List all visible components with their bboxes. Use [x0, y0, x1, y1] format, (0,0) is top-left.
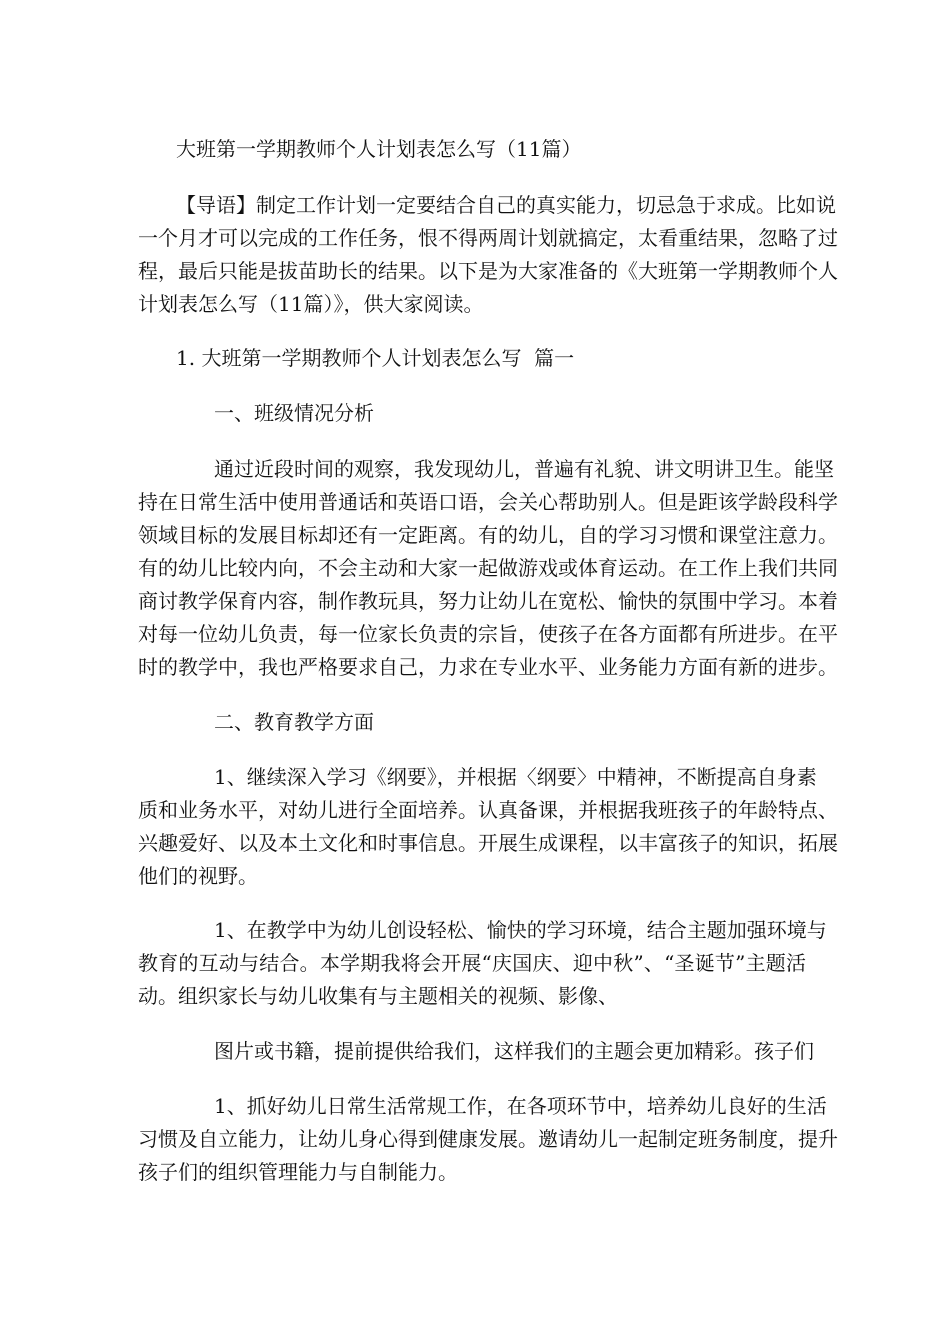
para-4-line-1: 图片或书籍，提前提供给我们，这样我们的主题会更加精彩。孩子们 [214, 1039, 814, 1063]
para-2-line-1: 1、继续深入学习《纲要》，并根据〈纲要〉中精神，不断提高自身素 [214, 765, 817, 789]
para-1-line-6: 对每一位幼儿负责，每一位家长负责的宗旨，使孩子在各方面都有所进步。在平 [138, 622, 838, 646]
para-3-line-1: 1、在教学中为幼儿创设轻松、愉快的学习环境，结合主题加强环境与 [214, 918, 827, 942]
document-title: 大班第一学期教师个人计划表怎么写（11篇） [176, 137, 582, 161]
intro-line-3: 程，最后只能是拔苗助长的结果。以下是为大家准备的《大班第一学期教师个人 [138, 259, 838, 283]
para-3-line-3: 动。组织家长与幼儿收集有与主题相关的视频、影像、 [138, 984, 618, 1008]
para-1-line-3: 领域目标的发展目标却还有一定距离。有的幼儿，自的学习习惯和课堂注意力。 [138, 523, 838, 547]
intro-line-2: 一个月才可以完成的工作任务，恨不得两周计划就搞定，太看重结果，忽略了过 [138, 226, 838, 250]
para-1-line-5: 商讨教学保育内容，制作教玩具，努力让幼儿在宽松、愉快的氛围中学习。本着 [138, 589, 838, 613]
subheading-class-analysis: 一、班级情况分析 [214, 401, 374, 425]
para-1-line-2: 持在日常生活中使用普通话和英语口语，会关心帮助别人。但是距该学龄段科学 [138, 490, 838, 514]
subheading-teaching: 二、教育教学方面 [214, 710, 374, 734]
para-1-line-7: 时的教学中，我也严格要求自己，力求在专业水平、业务能力方面有新的进步。 [138, 655, 838, 679]
para-2-line-2: 质和业务水平，对幼儿进行全面培养。认真备课，并根据我班孩子的年龄特点、 [138, 798, 838, 822]
intro-line-4: 计划表怎么写（11篇）》，供大家阅读。 [138, 292, 484, 316]
para-1-line-1: 通过近段时间的观察，我发现幼儿，普遍有礼貌、讲文明讲卫生。能坚 [214, 457, 834, 481]
para-3-line-2: 教育的互动与结合。本学期我将会开展“庆国庆、迎中秋”、“圣诞节”主题活 [138, 951, 806, 975]
section-heading: 1. 大班第一学期教师个人计划表怎么写 篇一 [176, 346, 575, 370]
para-5-line-2: 习惯及自立能力，让幼儿身心得到健康发展。邀请幼儿一起制定班务制度，提升 [138, 1127, 838, 1151]
para-5-line-1: 1、抓好幼儿日常生活常规工作，在各项环节中，培养幼儿良好的生活 [214, 1094, 827, 1118]
intro-line-1: 【导语】制定工作计划一定要结合自己的真实能力，切忌急于求成。比如说 [176, 193, 836, 217]
para-2-line-3: 兴趣爱好、以及本土文化和时事信息。开展生成课程，以丰富孩子的知识，拓展 [138, 831, 838, 855]
para-2-line-4: 他们的视野。 [138, 864, 258, 888]
para-5-line-3: 孩子们的组织管理能力与自制能力。 [138, 1160, 458, 1184]
para-1-line-4: 有的幼儿比较内向，不会主动和大家一起做游戏或体育运动。在工作上我们共同 [138, 556, 838, 580]
